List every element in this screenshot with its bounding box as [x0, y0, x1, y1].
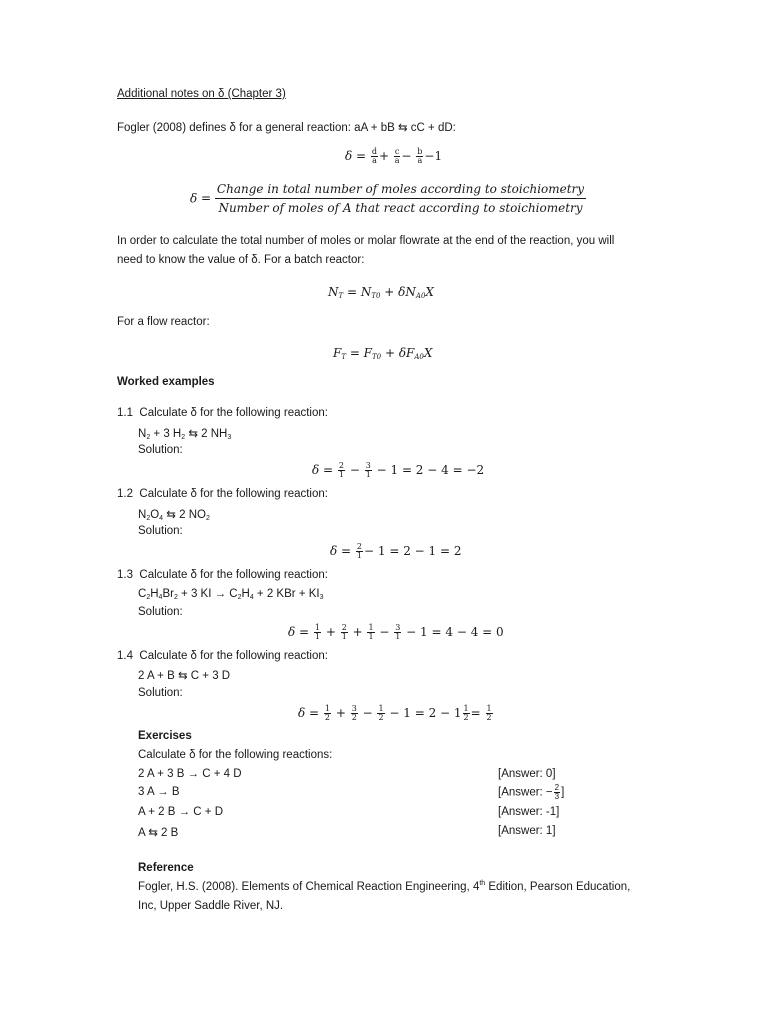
page-title: Additional notes on δ (Chapter 3) — [117, 88, 286, 100]
flow-reactor-label: For a flow reactor: — [117, 316, 210, 328]
example-1-1-prompt: 1.1 Calculate δ for the following reaction: — [117, 407, 328, 419]
exercise-3-answer: [Answer: -1] — [498, 806, 560, 818]
definition-numerator: Change in total number of moles according to stoichiometry — [215, 182, 586, 199]
delta-equation-general: δ = $\frac{d}{a}$ + $\frac{c}{a}$ − $\frac{b}{a}$ −1 — [345, 147, 443, 165]
example-1-3-solution-label: Solution: — [138, 606, 183, 618]
example-1-1-solution-label: Solution: — [138, 444, 183, 456]
example-1-4-equation: δ = $\frac{1}{2}$ + $\frac{3}{2}$ − $\frac{1}{2}$ − 1 = 2 − 1 $\frac{1}{2}$ = $\frac{1}{2}$ — [298, 704, 492, 722]
definition-denominator: Number of moles of A that react according to stoichiometry — [218, 201, 583, 215]
example-1-3-equation: δ = $\frac{1}{1}$ + $\frac{2}{1}$ + $\frac{1}{1}$ − $\frac{3}{1}$ − 1 = 4 − 4 = 0 — [288, 623, 504, 641]
example-1-2-reaction: $N_2O_4$ ⇆ 2 $NO_2$ — [138, 509, 210, 522]
exercise-3-reaction: A + 2 B → C + D — [138, 806, 224, 818]
exercise-1-answer: [Answer: 0] — [498, 768, 556, 780]
exercise-1-reaction: 2 A + 3 B → C + 4 D — [138, 768, 242, 780]
reference-line-2: Inc, Upper Saddle River, NJ. — [138, 900, 284, 912]
exercise-2-answer: [Answer: − $\frac{2}{3}$ ] — [498, 783, 565, 801]
exercise-4-reaction: A ⇆ 2 B — [138, 827, 179, 839]
example-1-2-equation: δ = $\frac{2}{1}$ − 1 = 2 − 1 = 2 — [330, 542, 462, 560]
example-1-3-prompt: 1.3 Calculate δ for the following reaction: — [117, 569, 328, 581]
intro-text: Fogler (2008) defines δ for a general reaction: aA + bB ⇆ cC + dD: — [117, 122, 456, 134]
paragraph-line-1: In order to calculate the total number of moles or molar flowrate at the end of the reaction, you will — [117, 235, 615, 247]
example-1-3-reaction: $C_2H_4Br_2 + 3$ KI → $C_2H_4 + 2$ KBr + $KI_3$ — [138, 588, 324, 601]
example-1-4-prompt: 1.4 Calculate δ for the following reaction: — [117, 650, 328, 662]
paragraph-line-2: need to know the value of δ. For a batch reactor: — [117, 254, 365, 266]
batch-reactor-equation: $N_T = N_{T0} + \delta N_{A0}X$ — [328, 285, 434, 300]
exercise-4-answer: [Answer: 1] — [498, 825, 556, 837]
exercise-2-reaction: 3 A → B — [138, 786, 180, 798]
exercises-prompt: Calculate δ for the following reactions: — [138, 749, 333, 761]
worked-examples-heading: Worked examples — [117, 376, 215, 388]
example-1-4-reaction: 2 A + B ⇆ C + 3 D — [138, 670, 231, 682]
example-1-2-solution-label: Solution: — [138, 525, 183, 537]
flow-reactor-equation: $F_T = F_{T0} + \delta F_{A0}X$ — [333, 346, 433, 361]
reference-heading: Reference — [138, 862, 194, 874]
example-1-1-reaction: $N_2 + 3$ $H_2$ ⇆ 2 $NH_3$ — [138, 428, 232, 441]
example-1-1-equation: δ = $\frac{2}{1}$ − $\frac{3}{1}$ − 1 = 2 − 4 = −2 — [312, 461, 485, 479]
reference-line-1: Fogler, H.S. (2008). Elements of Chemical Reaction Engineering, 4th Edition, Pearson Education, — [138, 880, 631, 893]
example-1-2-prompt: 1.2 Calculate δ for the following reaction: — [117, 488, 328, 500]
exercises-heading: Exercises — [138, 730, 192, 742]
example-1-4-solution-label: Solution: — [138, 687, 183, 699]
delta-definition-equation: δ = $\frac{\text{Change in total number of moles according to stoichiometry}}{\text{Number of moles of A that react according to stoichiometry}}$ — [190, 182, 585, 215]
